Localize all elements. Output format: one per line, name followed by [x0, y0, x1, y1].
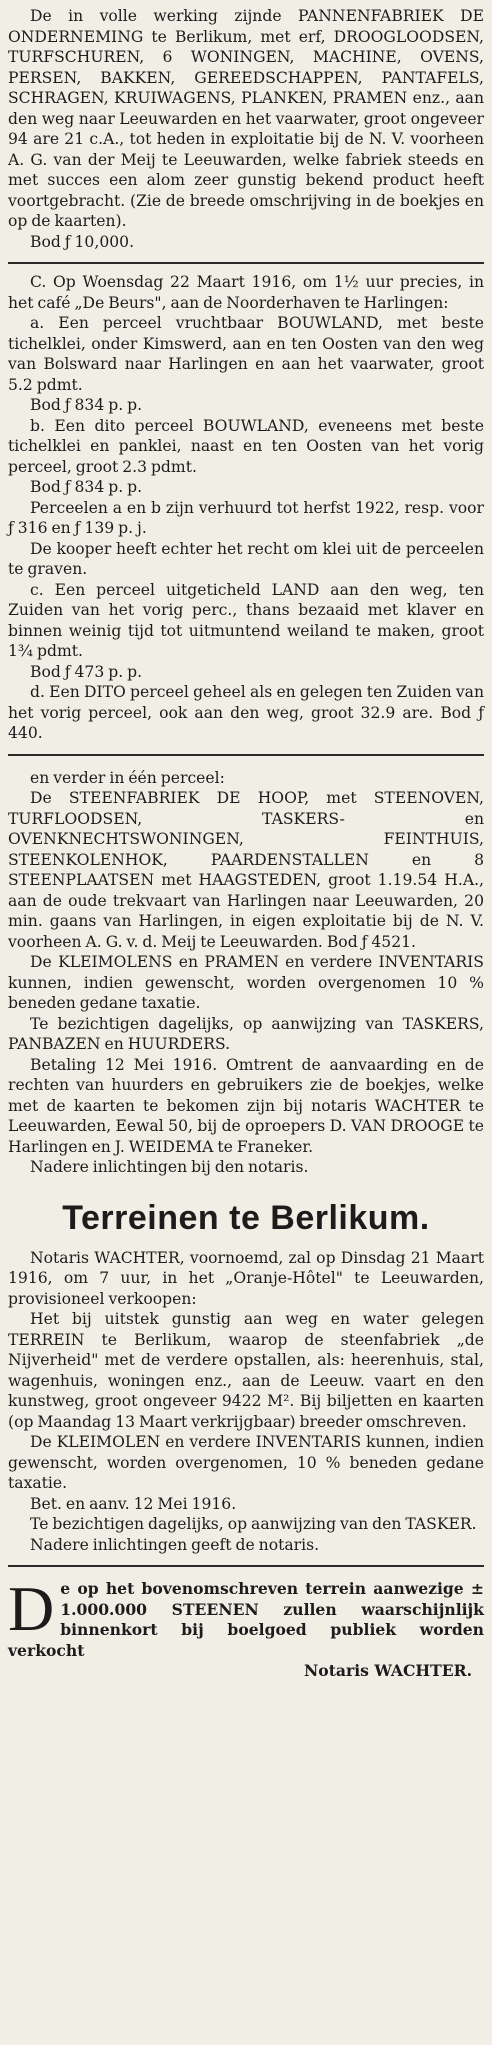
pannenfabriek-description: De in volle werking zijnde PANNENFABRIEK DE ONDERNEMING te Berlikum, met erf, DROOGLOODSEN, TURFSCHUREN, 6 WONINGEN, MACHINE, OVENS, PERSEN, BAKKEN, GEREEDSCHAPPEN, PANTAFELS, SCHRAGEN, KRUIWAGENS, PLANKEN, PRAMEN enz., aan den weg naar Leeuwarden en het vaarwater, groot ongeveer 94 are 21 c.A., tot heden in exploitatie bij de N. V. voorheen A. G. van der Meij te Leeuwarden, welke fabriek steeds en met succes een alom zeer gunstig bekend product heeft voortgebracht. (Zie de breede omschrijving in de boekjes en op de kaarten).	[8, 7, 484, 230]
auction-intro: C. Op Woensdag 22 Maart 1916, om 1½ uur precies, in het café „De Beurs", aan de Noorderhaven te Harlingen:	[8, 273, 484, 312]
lot-d: d. Een DITO perceel geheel als en gelegen ten Zuiden van het vorig perceel, ook aan den weg, groot 32.9 are. Bod ƒ 440.	[8, 683, 484, 742]
pannenfabriek-section	[8, 0, 484, 252]
payment-note: Betaling 12 Mei 1916. Omtrent de aanvaarding en de rechten van huurders en gebruikers zie de boekjes, welke met de kaarten te bekomen zijn bij notaris WACHTER te Leeuwarden, Eewal 50, bij de oproepers D. VAN DROOGE te Harlingen en J. WEIDEMA te Franeker.	[8, 1055, 484, 1156]
lot-a: a. Een perceel vruchtbaar BOUWLAND, met beste tichelklei, onder Kimswerd, aan en ten Oosten van den weg van Bolsward naar Harlingen en aan het vaarwater, groot 5.2 pdmt.	[8, 314, 484, 394]
terrein-description: Het bij uitstek gunstig aan weg en water gelegen TERREIN te Berlikum, waarop de steenfabriek „de Nijverheid" met de verdere opstallen, als: heerenhuis, stal, wagenhuis, woningen enz., aan de Leeuw. vaart en den kunstweg, groot ongeveer 9422 M². Bij biljetten en kaarten (op Maandag 13 Maart verkrijgbaar) breeder omschreven.	[8, 1310, 484, 1431]
steenfabriek-section	[8, 756, 484, 1178]
lot-c-bid: Bod ƒ 473 p. p.	[30, 662, 143, 681]
harlingen-auction-section	[8, 264, 484, 744]
viewing-note: Te bezichtigen dagelijks, op aanwijzing van TASKERS, PANBAZEN en HUURDERS.	[8, 1014, 484, 1053]
notary-signature: Notaris WACHTER.	[304, 1661, 472, 1680]
one-lot-intro: en verder in één perceel:	[30, 768, 225, 787]
lot-a-bid: Bod ƒ 834 p. p.	[30, 396, 143, 414]
inquiries-note: Nadere inlichtingen bij den notaris.	[30, 1158, 309, 1176]
buyer-note: De kooper heeft echter het recht om klei uit de perceelen te graven.	[8, 539, 484, 578]
lot-c: c. Een perceel uitgeticheld LAND aan den weg, ten Zuiden van het vorig perc., thans bezaaid met klaver en binnen weinig tijd tot uitmuntend weiland te maken, groot 1¾ pdmt.	[8, 580, 484, 660]
lease-note: Perceelen a en b zijn verhuurd tot herfst 1922, resp. voor ƒ 316 en ƒ 139 p. j.	[8, 498, 484, 537]
kleimolen-note: De KLEIMOLEN en verdere INVENTARIS kunnen, indien gewenscht, worden overgenomen, 10 % beneden gedane taxatie.	[8, 1433, 484, 1492]
notary-announcement: Notaris WACHTER, voornoemd, zal op Dinsdag 21 Maart 1916, om 7 uur, in het „Oranje-Hôtel" te Leeuwarden, provisioneel verkoopen:	[8, 1248, 484, 1308]
kleimolens-note: De KLEIMOLENS en PRAMEN en verdere INVENTARIS kunnen, indien gewenscht, worden overgenomen 10 % beneden gedane taxatie.	[8, 953, 484, 1012]
inquiries-note-2: Nadere inlichtingen geeft de notaris.	[30, 1535, 320, 1554]
drop-cap: D	[8, 1573, 55, 1644]
terreinen-section	[8, 1248, 484, 1556]
lot-b: b. Een dito perceel BOUWLAND, eveneens met beste tichelklei en panklei, naast en ten Oosten van het vorig perceel, groot 2.3 pdmt.	[8, 416, 484, 476]
viewing-note-2: Te bezichtigen dagelijks, op aanwijzing van den TASKER.	[30, 1515, 477, 1533]
lot-b-bid: Bod ƒ 834 p. p.	[30, 478, 143, 496]
steenfabriek-description: De STEENFABRIEK DE HOOP, met STEENOVEN, TURFLOODSEN, TASKERS- en OVENKNECHTSWONINGEN, FEINTHUIS, STEENKOLENHOK, PAARDENSTALLEN en 8 STEENPLAATSEN met HAAGSTEDEN, groot 1.19.54 H.A., aan de oude trekvaart van Harlingen naar Leeuwarden, 20 min. gaans van Harlingen, in eigen exploitatie bij de N. V. voorheen A. G. v. d. Meij te Leeuwarden. Bod ƒ 4521.	[8, 789, 484, 951]
pannenfabriek-bid: Bod ƒ 10,000.	[30, 232, 135, 251]
payment-date: Bet. en aanv. 12 Mei 1916.	[30, 1494, 237, 1513]
stones-notice-text: e op het bovenomschreven terrein aanwezige ± 1.000.000 STEENEN zullen waarschijnlijk binnenkort bij boelgoed publiek worden verkocht	[8, 1579, 484, 1660]
divider-3	[8, 1565, 484, 1567]
stones-notice	[8, 1573, 484, 1682]
section-heading: Terreinen te Berlikum.	[62, 1198, 430, 1237]
